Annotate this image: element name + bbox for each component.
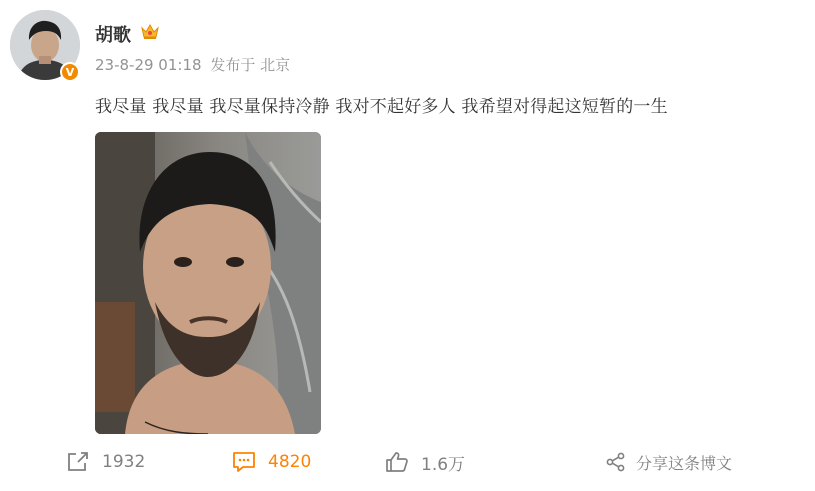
comment-icon	[232, 451, 256, 473]
like-button[interactable]	[385, 442, 465, 482]
repost-icon	[66, 451, 90, 473]
repost-button[interactable]	[66, 442, 145, 482]
post-source: 发布于 北京	[210, 56, 291, 74]
comment-count: 4820	[268, 452, 312, 472]
share-label: 分享这条博文	[636, 453, 733, 473]
action-bar	[0, 442, 815, 482]
thumbs-up-icon	[385, 451, 409, 473]
post-time[interactable]: 23-8-29 01:18	[95, 56, 202, 74]
share-button[interactable]	[606, 442, 732, 482]
post-text: 我尽量 我尽量 我尽量保持冷静 我对不起好多人 我希望对得起这短暂的一生	[95, 97, 668, 117]
verified-badge-icon: V	[60, 62, 80, 82]
repost-count: 1932	[102, 452, 146, 472]
post-image[interactable]	[95, 132, 321, 434]
post-meta	[95, 54, 290, 75]
comment-button[interactable]	[232, 442, 311, 482]
share-icon	[606, 452, 626, 472]
author-name[interactable]: 胡歌	[95, 25, 131, 46]
crown-icon	[140, 22, 160, 40]
like-count: 1.6万	[421, 454, 466, 475]
